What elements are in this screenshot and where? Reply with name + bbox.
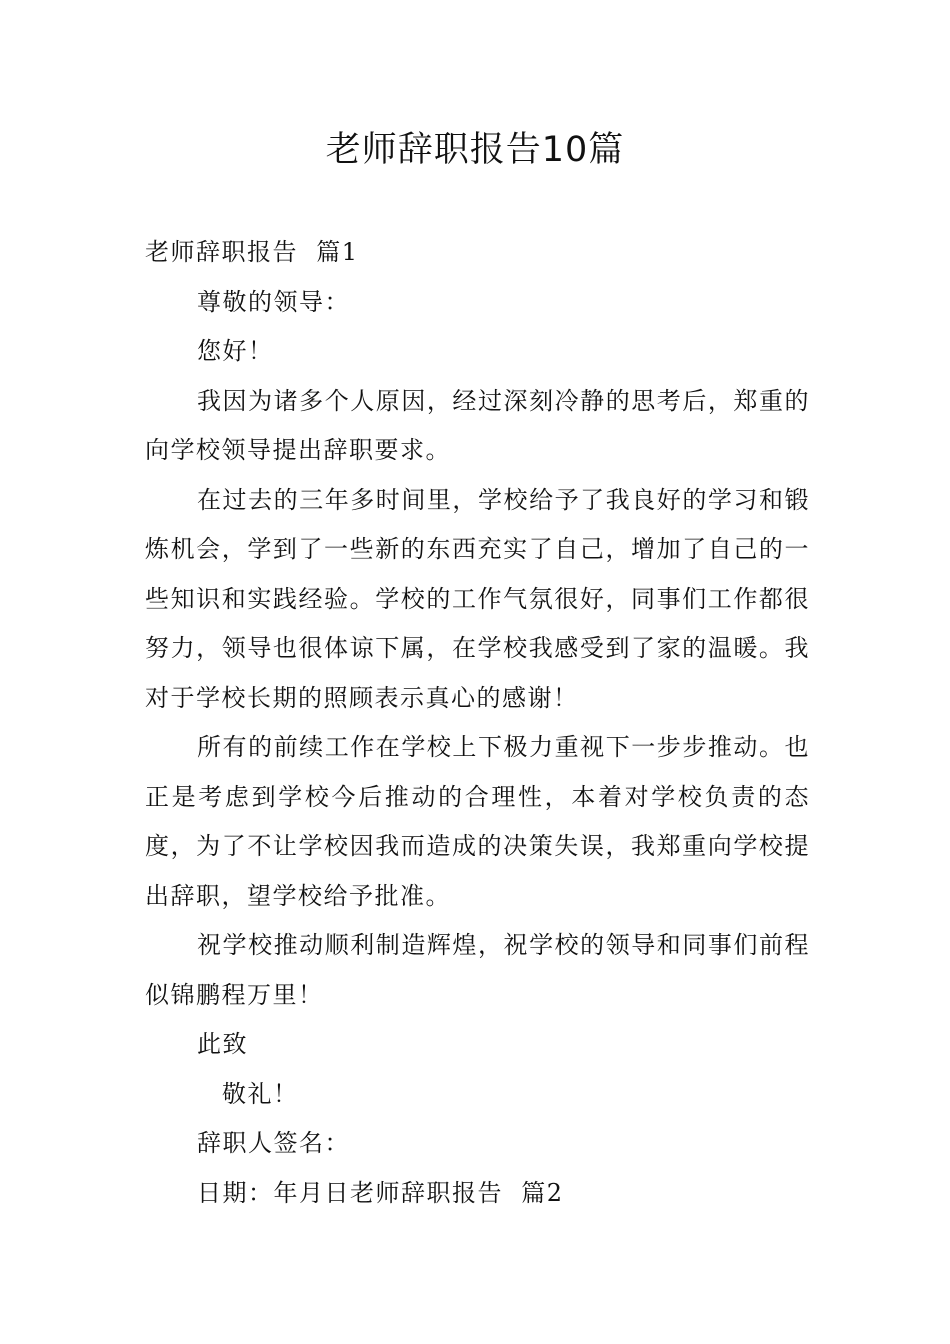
document-body (145, 228, 810, 1218)
paragraph-4: 祝学校推动顺利制造辉煌，祝学校的领导和同事们前程似锦鹏程万里！ (145, 931, 810, 1009)
paragraph-2: 在过去的三年多时间里，学校给予了我良好的学习和锻炼机会，学到了一些新的东西充实了自己，增加了自己的一些知识和实践经验。学校的工作气氛很好，同事们工作都很努力，领导也很体谅下属，在学校我感受到了家的温暖。我对于学校长期的照顾表示真心的感谢！ (145, 485, 810, 712)
date-line: 日期：年月日老师辞职报告 篇2 (197, 1178, 564, 1207)
signature-label: 辞职人签名： (197, 1129, 350, 1157)
greeting: 您好！ (197, 337, 274, 365)
section-heading: 老师辞职报告 篇1 (145, 238, 359, 266)
document-title: 老师辞职报告10篇 (325, 130, 625, 170)
salutation: 尊敬的领导： (197, 287, 350, 316)
closing-line-1: 此致 (197, 1030, 248, 1058)
paragraph-3: 所有的前续工作在学校上下极力重视下一步步推动。也正是考虑到学校今后推动的合理性，本着对学校负责的态度，为了不让学校因我而造成的决策失误，我郑重向学校提出辞职，望学校给予批准。 (145, 733, 810, 910)
paragraph-1: 我因为诸多个人原因，经过深刻冷静的思考后，郑重的向学校领导提出辞职要求。 (145, 386, 810, 464)
closing-line-2: 敬礼！ (222, 1079, 299, 1108)
